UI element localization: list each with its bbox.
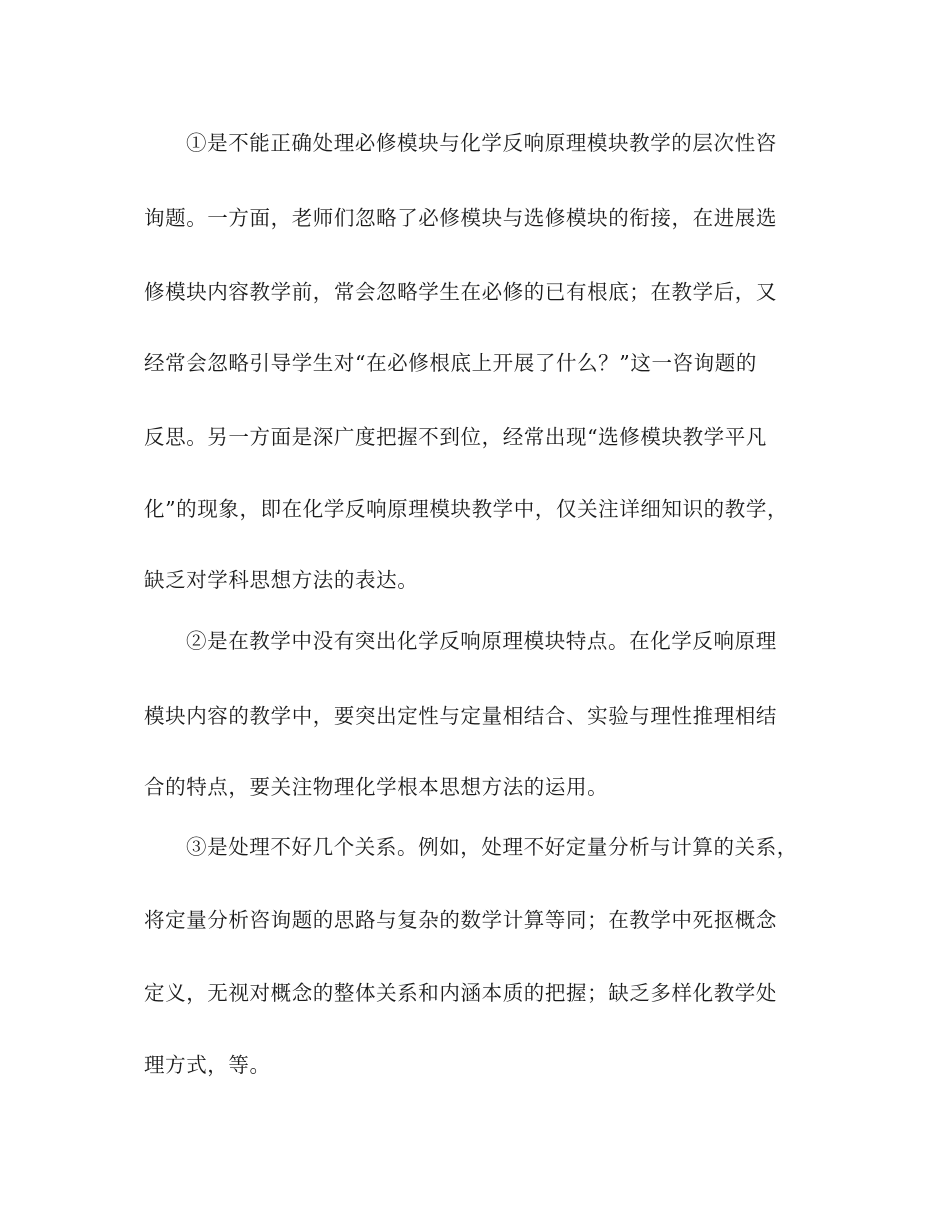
paragraph-line: 修模块内容教学前，常会忽略学生在必修的已有根底；在教学后，又 [144, 280, 777, 304]
paragraph-line: 合的特点，要关注物理化学根本思想方法的运用。 [144, 775, 609, 799]
paragraph-line: 缺乏对学科思想方法的表达。 [144, 568, 419, 592]
paragraph-line: 化”的现象，即在化学反响原理模块教学中，仅关注详细知识的教学， [144, 497, 789, 521]
paragraph-line: ③是处理不好几个关系。例如，处理不好定量分析与计算的关系， [186, 835, 798, 859]
paragraph-line: ①是不能正确处理必修模块与化学反响原理模块教学的层次性咨 [186, 131, 777, 155]
paragraph-line: 询题。一方面，老师们忽略了必修模块与选修模块的衔接，在进展选 [144, 206, 777, 230]
paragraph-line: 定义，无视对概念的整体关系和内涵本质的把握；缺乏多样化教学处 [144, 981, 777, 1005]
paragraph-line: ②是在教学中没有突出化学反响原理模块特点。在化学反响原理 [186, 629, 777, 653]
paragraph-line: 将定量分析咨询题的思路与复杂的数学计算等同；在教学中死抠概念 [144, 908, 777, 932]
paragraph-line: 理方式，等。 [144, 1053, 271, 1077]
paragraph-line: 经常会忽略引导学生对“在必修根底上开展了什么？”这一咨询题的 [144, 351, 757, 375]
paragraph-line: 模块内容的教学中，要突出定性与定量相结合、实验与理性推理相结 [144, 704, 777, 728]
paragraph-line: 反思。另一方面是深广度把握不到位，经常出现“选修模块教学平凡 [144, 425, 767, 449]
